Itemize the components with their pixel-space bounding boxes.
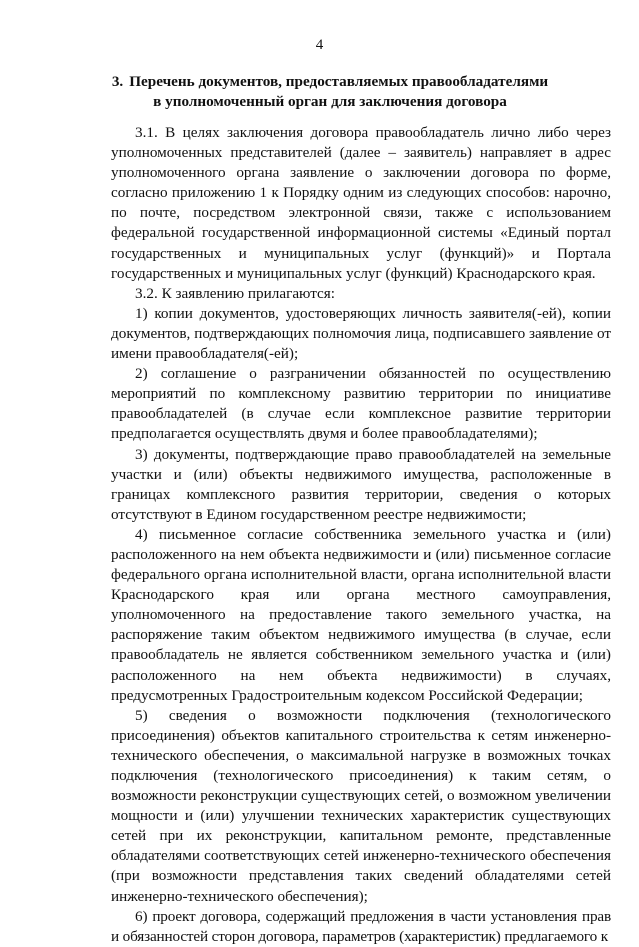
list-item-5: 5) сведения о возможности подключения (технологического присоединения) объектов капитального строительства к сетям инженерно-технического обеспечения, о максимальной нагрузке в возможных точках подключения (технологического присоединения) к таким сетям, о возможности реконструкции существующих сетей, о возможном увеличении мощности и (или) улучшении технических характеристик существующих сетей при их реконструкции, капитальном ремонте, представленные обладателями соответствующих сетей инженерно-технического обеспечения (при возможности представления таких сведений обладателями сетей инженерно-технического обеспечения); xyxy=(111,706,611,905)
list-item-2: 2) соглашение о разграничении обязанностей по осуществлению мероприятий по комплексному развитию территории по инициативе правообладателей (в случае если комплексное развитие территории предполагается осуществлять двумя и более правообладателями); xyxy=(111,365,611,443)
list-item-4: 4) письменное согласие собственника земельного участка и (или) расположенного на нем объекта недвижимости и (или) письменное согласие федерального органа исполнительной власти, органа исполнительной власти Краснодарского края или органа местного самоуправления, уполномоченного на предоставление такого земельного участка, на распоряжение таким объектом недвижимого имущества (в случае, если правообладатель не является собственником земельного участка и (или) расположенного на нем объекта недвижимости) в случаях, предусмотренных Градостроительным кодексом Российской Федерации; xyxy=(111,525,611,704)
list-item-1: 1) копии документов, удостоверяющих личность заявителя(-ей), копии документов, подтверждающих полномочия лица, подписавшего заявление от имени правообладателя(-ей); xyxy=(111,304,611,363)
paragraph-3-2: 3.2. К заявлению прилагаются: xyxy=(135,284,335,302)
list-item-6: 6) проект договора, содержащий предложения в части установления прав и обязанностей сторон договора, параметров (характеристик) предлагаемого к xyxy=(111,907,611,945)
page-number: 4 xyxy=(315,37,324,53)
paragraph-3-1: 3.1. В целях заключения договора правообладатель лично либо через уполномоченных представителей (далее – заявитель) направляет в адрес уполномоченного органа заявление о заключении договора по форме, согласно приложению 1 к Порядку одним из следующих способов: нарочно, по почте, посредством электронной связи, также с использованием федеральной государственной информационной системы «Единый портал государственных и муниципальных услуг (функций)» и Портала государственных и муниципальных услуг (функций) Краснодарского края. xyxy=(111,124,611,282)
section-number: 3. xyxy=(111,73,124,90)
section-title: Перечень документов, предоставляемых правообладателями в уполномоченный орган для заключения договора xyxy=(129,73,549,110)
section-heading xyxy=(110,72,550,112)
list-item-3: 3) документы, подтверждающие право правообладателей на земельные участки и (или) объекты недвижимого имущества, расположенные в границах комплексного развития территории, сведения о которых отсутствуют в Едином государственном реестре недвижимости; xyxy=(111,445,611,523)
document-body xyxy=(111,123,611,947)
